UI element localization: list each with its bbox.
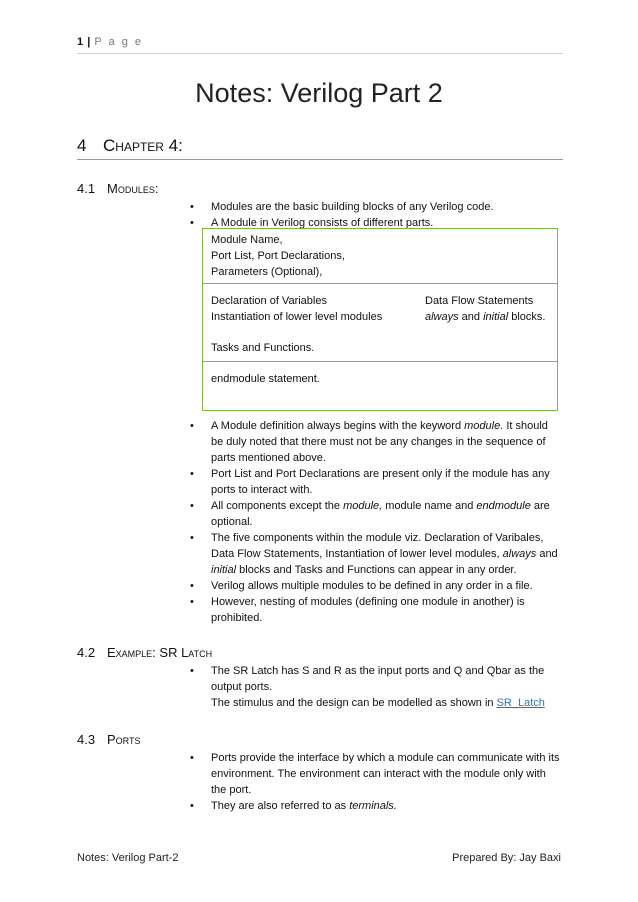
list-item: • They are also referred to as terminals. (190, 800, 397, 812)
page-header (77, 36, 143, 48)
bullet-icon: • (190, 217, 194, 229)
section-heading-example (77, 645, 212, 660)
bullet-icon: • (190, 752, 194, 764)
box-endmodule: endmodule statement. (211, 373, 320, 385)
section-title: Modules: (107, 181, 159, 196)
footer-right: Prepared By: Jay Baxi (452, 852, 561, 864)
box-always-initial: always and initial blocks. (425, 311, 546, 323)
chapter-divider (77, 159, 563, 160)
bullet-icon: • (190, 420, 194, 432)
bullet-icon: • (190, 800, 194, 812)
bullet-icon: • (190, 596, 194, 608)
section-number: 4.1 (77, 181, 96, 196)
list-item: • However, nesting of modules (defining one module in another) is prohibited. (190, 596, 525, 624)
section-heading-modules (77, 181, 158, 196)
ports-list (190, 750, 560, 814)
bullet-icon: • (190, 580, 194, 592)
bullet-icon: • (190, 468, 194, 480)
bullet-icon: • (190, 500, 194, 512)
chapter-number: 4 (77, 136, 87, 155)
modules-intro-list (190, 199, 560, 231)
box-divider (203, 361, 557, 362)
box-tasks-functions: Tasks and Functions. (211, 342, 315, 354)
page-word: P a g e (94, 36, 143, 48)
list-item: • A Module definition always begins with the keyword module. It should be duly noted that there must not be any changes in the sequence of parts mentioned above. (190, 420, 548, 464)
list-item: • The five components within the module viz. Declaration of Varibales, Data Flow Statements, Instantiation of lower level modules, always and initial blocks and Tasks and Functions can appear in any order. (190, 532, 558, 576)
list-item: • All components except the module, module name and endmodule are optional. (190, 500, 550, 528)
list-item: • Verilog allows multiple modules to be defined in any order in a file. (190, 580, 533, 592)
page-separator: | (87, 36, 91, 48)
section-number: 4.2 (77, 645, 96, 660)
box-divider (203, 283, 557, 284)
example-list (190, 663, 560, 711)
list-item: • Ports provide the interface by which a module can communicate with its environment. The environment can interact with the module only with the port. (190, 752, 560, 796)
box-instantiation: Instantiation of lower level modules (211, 311, 383, 323)
box-port-list: Port List, Port Declarations, (211, 250, 345, 262)
box-module-name: Module Name, (211, 234, 283, 246)
page-number: 1 (77, 36, 84, 48)
list-item: • Modules are the basic building blocks of any Verilog code. (190, 201, 494, 213)
section-heading-ports (77, 732, 141, 747)
list-item: • The SR Latch has S and R as the input ports and Q and Qbar as the output ports. The stimulus and the design can be modelled as shown in SR_Latch (190, 665, 545, 709)
chapter-heading (77, 136, 183, 156)
section-title: Ports (107, 732, 141, 747)
list-item: • A Module in Verilog consists of different parts. (190, 217, 434, 229)
box-parameters: Parameters (Optional), (211, 266, 323, 278)
bullet-icon: • (190, 201, 194, 213)
box-data-flow: Data Flow Statements (425, 295, 534, 307)
section-title: Example: SR Latch (107, 645, 213, 660)
section-number: 4.3 (77, 732, 96, 747)
module-structure-box (202, 228, 558, 411)
bullet-icon: • (190, 665, 194, 677)
list-item: • Port List and Port Declarations are present only if the module has any ports to interact with. (190, 468, 550, 496)
header-divider (77, 53, 563, 54)
chapter-title: Chapter 4: (103, 136, 183, 155)
bullet-icon: • (190, 532, 194, 544)
sr-latch-link[interactable]: SR_Latch (496, 697, 545, 709)
box-declaration-variables: Declaration of Variables (211, 295, 327, 307)
modules-notes-list (190, 418, 560, 626)
footer-left: Notes: Verilog Part-2 (77, 852, 179, 864)
document-title: Notes: Verilog Part 2 (195, 78, 443, 108)
